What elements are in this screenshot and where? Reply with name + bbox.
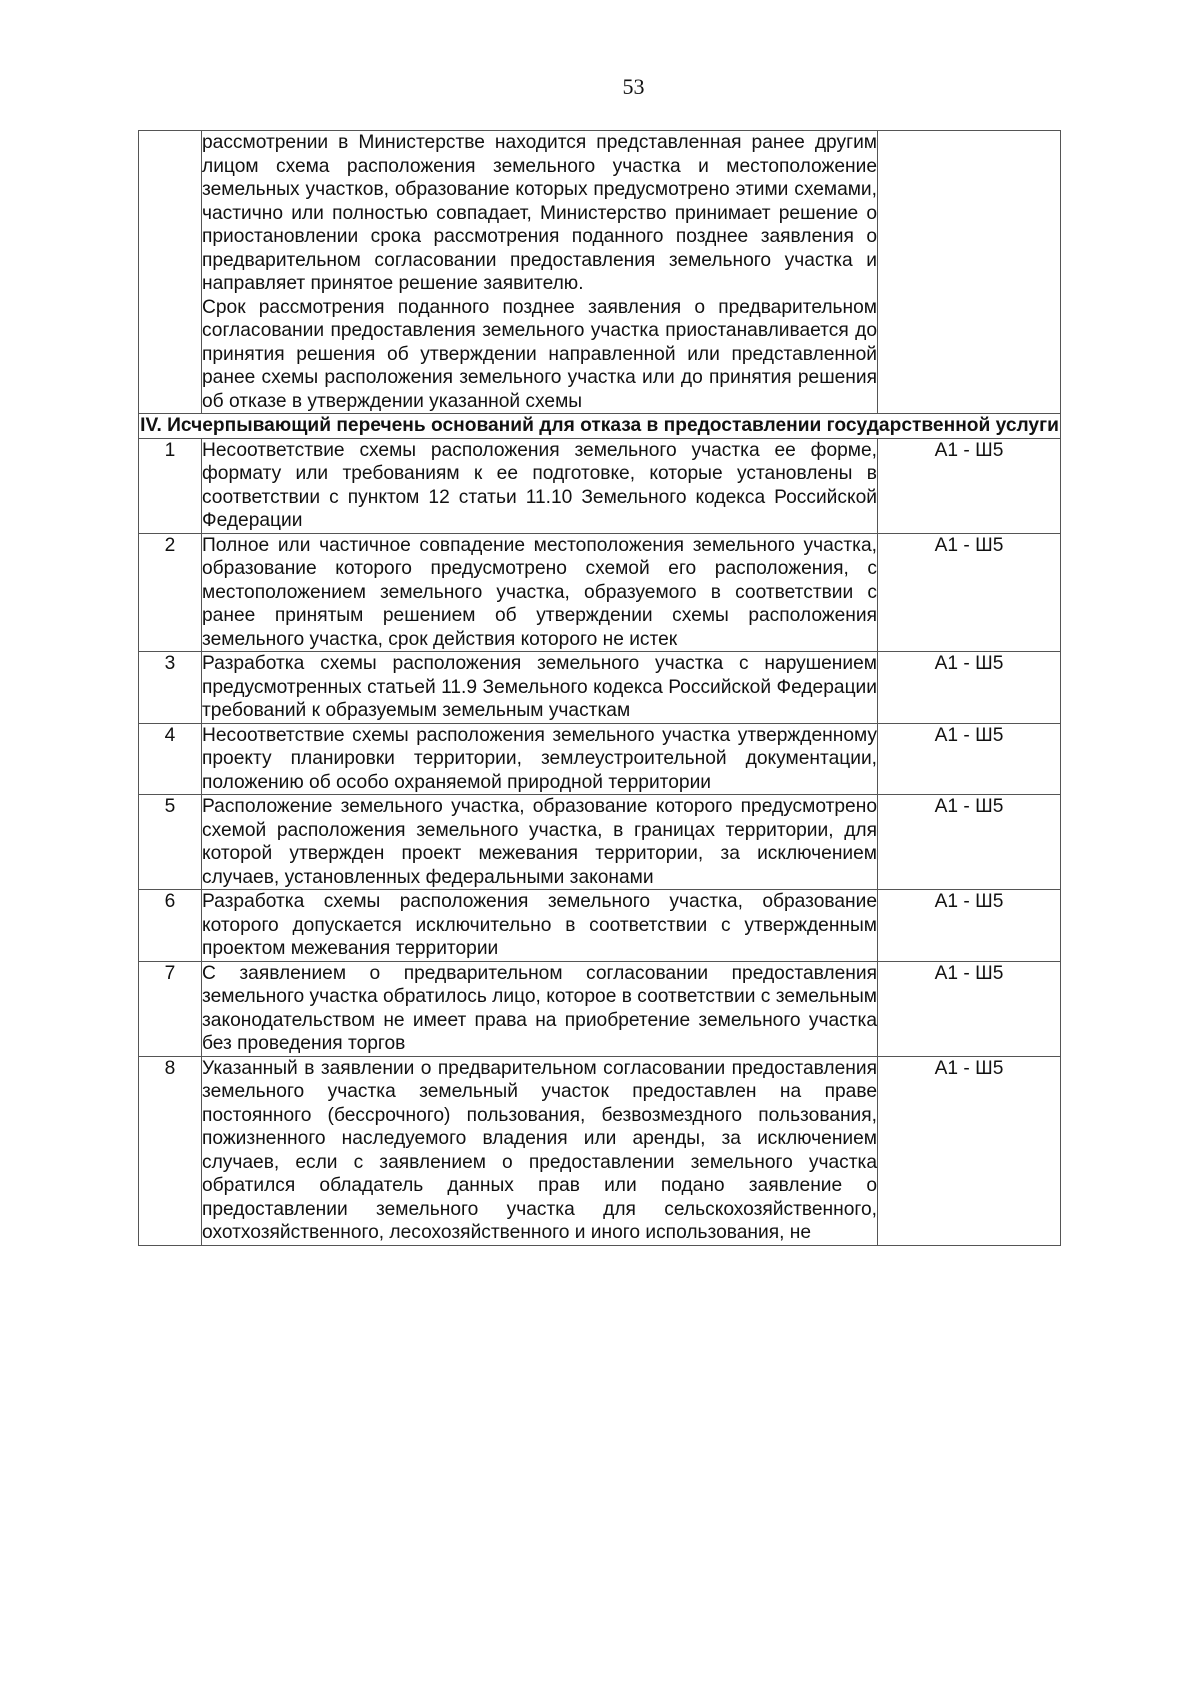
paragraph: рассмотрении в Министерстве находится представленная ранее другим лицом схема расположения земельного участка и местоположение земельных участков, образование которых предусмотрено этими схемами, частично или полностью совпадает, Министерство принимает решение о приостановлении срока рассмотрения поданного позднее заявления о предварительном согласовании предоставления земельного участка и направляет принятое решение заявителю. <box>202 132 877 294</box>
grounds-table <box>138 130 1061 1246</box>
cell-ref-empty <box>878 131 1061 414</box>
row-number: 5 <box>139 795 202 890</box>
row-reference: А1 - Ш5 <box>878 961 1061 1056</box>
table-row <box>139 723 1061 795</box>
row-number: 4 <box>139 723 202 795</box>
paragraph: Срок рассмотрения поданного позднее заявления о предварительном согласовании предоставления земельного участка приостанавливается до принятия решения об утверждении направленной или представленной ранее схемы расположения земельного участка или до принятия решения об отказе в утверждении указанной схемы <box>202 296 877 412</box>
row-reference: А1 - Ш5 <box>878 723 1061 795</box>
table-row <box>139 533 1061 652</box>
row-text: Разработка схемы расположения земельного участка с нарушением предусмотренных статьей 11.9 Земельного кодекса Российской Федерации требований к образуемым земельным участкам <box>202 653 877 721</box>
section-heading-row <box>139 414 1061 439</box>
row-number: 2 <box>139 533 202 652</box>
table-row <box>139 795 1061 890</box>
section-heading: IV. Исчерпывающий перечень оснований для отказа в предоставлении государственной услуги <box>140 415 1059 436</box>
row-number: 8 <box>139 1056 202 1245</box>
row-text: Указанный в заявлении о предварительном согласовании предоставления земельного участка земельный участок предоставлен на праве постоянного (бессрочного) пользования, безвозмездного пользования, пожизненного наследуемого владения или аренды, за исключением случаев, если с заявлением о предоставлении земельного участка обратился обладатель данных прав или подано заявление о предоставлении земельного участка для сельскохозяйственного, охотхозяйственного, лесохозяйственного и иного использования, не <box>202 1057 877 1243</box>
table-row <box>139 1056 1061 1245</box>
row-number: 1 <box>139 438 202 533</box>
row-reference: А1 - Ш5 <box>878 1056 1061 1245</box>
row-text: С заявлением о предварительном согласовании предоставления земельного участка обратилось лицо, которое в соответствии с земельным законодательством не имеет права на приобретение земельного участка без проведения торгов <box>202 962 877 1054</box>
row-reference: А1 - Ш5 <box>878 438 1061 533</box>
row-text: Расположение земельного участка, образование которого предусмотрено схемой расположения земельного участка, в границах территории, для которой утвержден проект межевания территории, за исключением случаев, установленных федеральными законами <box>202 796 877 888</box>
row-text: Разработка схемы расположения земельного участка, образование которого допускается исключительно в соответствии с утвержденным проектом межевания территории <box>202 891 877 959</box>
table-row <box>139 438 1061 533</box>
table-row-continuation <box>139 131 1061 414</box>
cell-num-empty <box>139 131 202 414</box>
row-number: 7 <box>139 961 202 1056</box>
cell-continuation-text <box>202 131 878 414</box>
table-row <box>139 961 1061 1056</box>
table-row <box>139 890 1061 962</box>
row-reference: А1 - Ш5 <box>878 533 1061 652</box>
row-number: 6 <box>139 890 202 962</box>
row-text: Полное или частичное совпадение местоположения земельного участка, образование которого предусмотрено схемой его расположения, с местоположением земельного участка, образуемого в соответствии с ранее принятым решением об утверждении схемы расположения земельного участка, срок действия которого не истек <box>202 534 877 650</box>
row-text: Несоответствие схемы расположения земельного участка ее форме, формату или требованиям к ее подготовке, которые установлены в соответствии с пунктом 12 статьи 11.10 Земельного кодекса Российской Федерации <box>202 439 877 531</box>
row-reference: А1 - Ш5 <box>878 652 1061 724</box>
page-number: 53 <box>622 74 645 99</box>
table-row <box>139 652 1061 724</box>
row-text: Несоответствие схемы расположения земельного участка утвержденному проекту планировки территории, землеустроительной документации, положению об особо охраняемой природной территории <box>202 724 877 793</box>
row-reference: А1 - Ш5 <box>878 795 1061 890</box>
row-reference: А1 - Ш5 <box>878 890 1061 962</box>
row-number: 3 <box>139 652 202 724</box>
